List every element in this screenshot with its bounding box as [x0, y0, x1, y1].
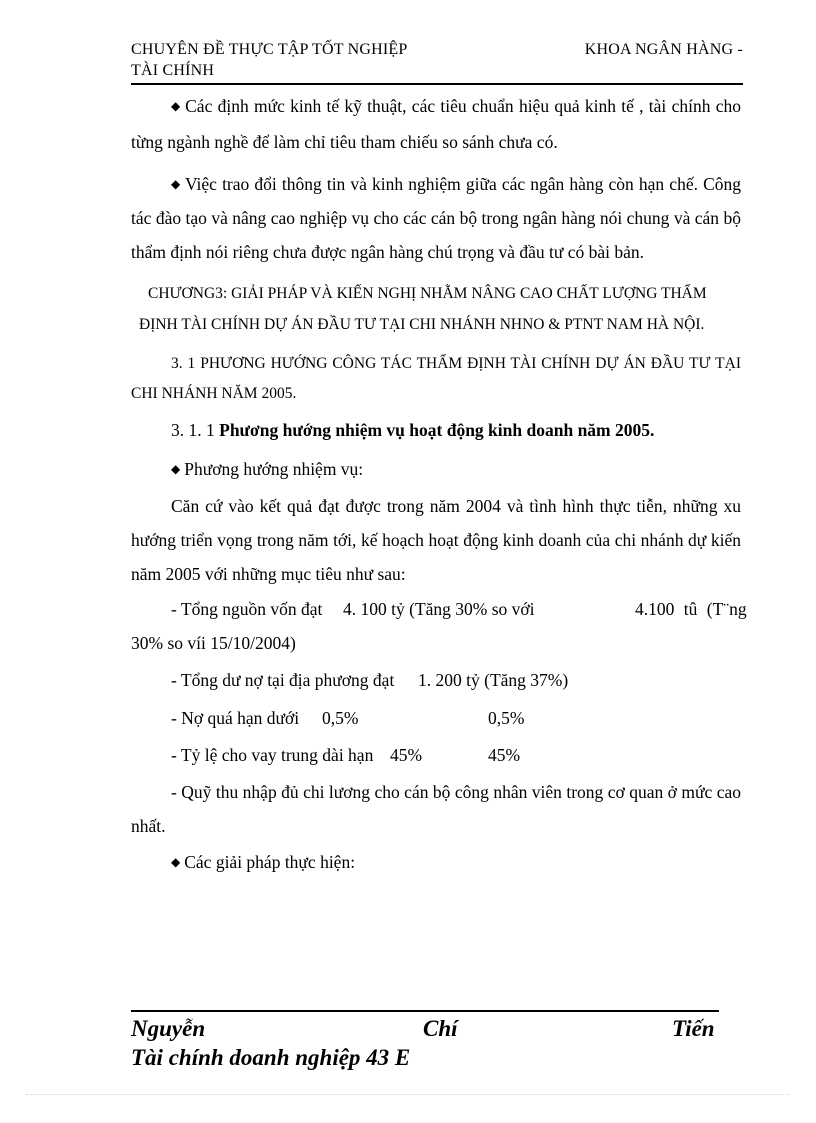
- diamond-bullet-icon: ◆: [171, 855, 181, 869]
- header-right-title: KHOA NGÂN HÀNG -: [584, 41, 743, 58]
- paragraph-line: năm 2005 với những mục tiêu như sau:: [131, 564, 406, 584]
- footer-author-last: Tiến: [672, 1016, 715, 1041]
- chapter-heading: CHƯƠNG3: GIẢI PHÁP VÀ KIẾN NGHỊ NHẰM NÂNG CAO CHẤT LƯỢNG THẨM: [148, 285, 707, 302]
- section-heading: 3. 1 PHƯƠNG HƯỚNG CÔNG TÁC THẨM ĐỊNH TÀI CHÍNH DỰ ÁN ĐẦU TƯ TẠI: [171, 355, 741, 372]
- paragraph-line: - Quỹ thu nhập đủ chi lương cho cán bộ công nhân viên trong cơ quan ở mức cao: [171, 782, 741, 802]
- footer-author-middle: Chí: [423, 1016, 458, 1041]
- target-value: 1. 200 tỷ (Tăng 37%): [418, 670, 569, 690]
- header-rule: [131, 83, 743, 85]
- paragraph-line: hướng triển vọng trong năm tới, kế hoạch hoạt động kinh doanh của chi nhánh dự kiến: [131, 530, 741, 550]
- target-value: 0,5%: [322, 708, 359, 728]
- footer-class: Tài chính doanh nghiệp 43 E: [131, 1045, 411, 1070]
- target-value-continued: 30% so víi 15/10/2004): [131, 633, 296, 653]
- bullet-item: ◆ Các giải pháp thực hiện:: [171, 852, 356, 872]
- target-label: - Tổng nguồn vốn đạt: [171, 599, 323, 619]
- footer-author-first: Nguyễn: [131, 1016, 206, 1041]
- paragraph-line: ◆ Việc trao đổi thông tin và kinh nghiệm giữa các ngân hàng còn hạn chế. Công: [171, 174, 741, 194]
- diamond-bullet-icon: ◆: [171, 177, 181, 191]
- paragraph-line: ◆ Các định mức kinh tế kỹ thuật, các tiêu chuẩn hiệu quả kinh tế , tài chính cho: [171, 96, 741, 116]
- paragraph-line: thẩm định nói riêng chưa được ngân hàng chú trọng và đầu tư có bài bản.: [131, 242, 644, 262]
- target-value: 4. 100 tỷ (Tăng 30% so với: [343, 599, 535, 619]
- target-label: - Tổng dư nợ tại địa phương đạt: [171, 670, 395, 690]
- page-edge-divider: [26, 1094, 790, 1095]
- section-heading: CHI NHÁNH NĂM 2005.: [131, 385, 297, 402]
- target-value: 45%: [390, 745, 423, 765]
- target-value-duplicate: 0,5%: [488, 708, 525, 728]
- diamond-bullet-icon: ◆: [171, 462, 181, 476]
- paragraph-line: tác đào tạo và nâng cao nghiệp vụ cho các cán bộ trong ngân hàng nói chung và cán bộ: [131, 208, 741, 228]
- paragraph-line: từng ngành nghề để làm chỉ tiêu tham chiếu so sánh chưa có.: [131, 132, 558, 152]
- header-left-title-continued: TÀI CHÍNH: [131, 62, 215, 79]
- header-left-title: CHUYÊN ĐỀ THỰC TẬP TỐT NGHIỆP: [131, 41, 408, 58]
- target-label: - Tỷ lệ cho vay trung dài hạn: [171, 745, 374, 765]
- target-value-duplicate: 45%: [488, 745, 521, 765]
- subsection-heading: 3. 1. 1 Phương hướng nhiệm vụ hoạt động kinh doanh năm 2005.: [171, 420, 655, 440]
- target-label: - Nợ quá hạn dưới: [171, 708, 300, 728]
- paragraph-line: Căn cứ vào kết quả đạt được trong năm 2004 và tình hình thực tiễn, những xu: [171, 496, 741, 516]
- footer-rule: [131, 1010, 719, 1012]
- chapter-heading: ĐỊNH TÀI CHÍNH DỰ ÁN ĐẦU TƯ TẠI CHI NHÁNH NHNO & PTNT NAM HÀ NỘI.: [139, 316, 705, 333]
- paragraph-line: nhất.: [131, 816, 166, 836]
- bullet-item: ◆ Phương hướng nhiệm vụ:: [171, 459, 364, 479]
- target-value-duplicate: 4.100 tû (T¨ng: [635, 599, 747, 619]
- diamond-bullet-icon: ◆: [171, 99, 182, 113]
